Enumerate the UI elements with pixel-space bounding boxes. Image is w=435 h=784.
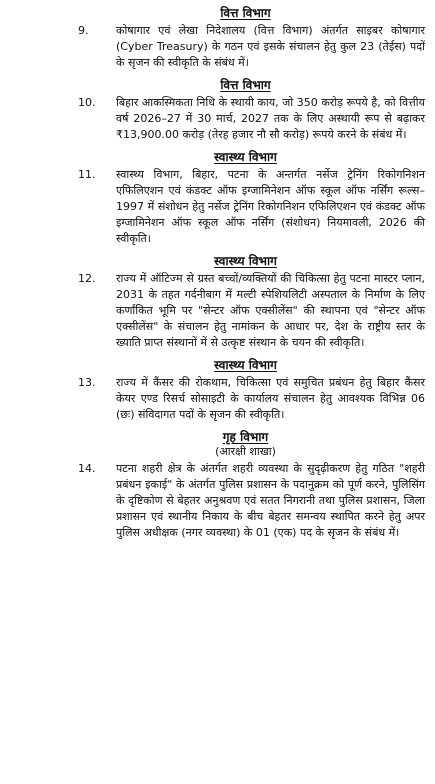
item-text: पटना शहरी क्षेत्र के अंतर्गत शहरी व्यवस्था के सुदृढ़ीकरण हेतु गठित "शहरी प्रबंधन इकाई" के अंतर्गत पुलिस प्रशासन के पदानुक्रम को पूर्ण करने, पुलिसिंग के दृष्टिकोण से बेहतर अनुश्रवण एवं सतत निगरानी तथा पुलिस प्रशासन, जिला प्रशासन एवं स्थानीय निकाय के बीच बेहतर समन्वय स्थापित करने हेतु अपर पुलिस अधीक्षक (नगर व्यवस्था) के 01 (एक) पद के सृजन के संबंध में। — [116, 462, 425, 539]
item-number: 13. — [78, 376, 96, 389]
agenda-section-12 — [6, 254, 425, 351]
item-text: कोषागार एवं लेखा निदेशालय (वित्त विभाग) अंतर्गत साइबर कोषागार (Cyber Treasury) के गठन एवं इसके संचालन हेतु कुल 23 (तेईस) पदों के सृजन की स्वीकृति के संबंध में। — [116, 24, 425, 69]
department-heading: स्वास्थ्य विभाग — [214, 254, 277, 268]
item-number: 14. — [78, 462, 96, 475]
agenda-section-11 — [6, 150, 425, 247]
item-text: बिहार आकस्मिकता निधि के स्थायी काय, जो 350 करोड़ रूपये है, को वित्तीय वर्ष 2026–27 में 30 मार्च, 2027 तक के लिए अस्थायी रूप से बढ़ाकर ₹13,900.00 करोड़ (तेरह हजार नौ सौ करोड़) रूपये करने के संबंध में। — [116, 96, 425, 141]
department-heading: गृह विभाग — [222, 430, 269, 444]
agenda-item — [6, 271, 425, 351]
agenda-item — [6, 375, 425, 423]
item-text: स्वास्थ्य विभाग, बिहार, पटना के अन्तर्गत नर्सेज ट्रेनिंग रिकोगनिशन एफिलिएशन एवं कंडक्ट ऑफ इग्जामिनेशन ऑफ स्कूल ऑफ नर्सिंग रूल्स–1997 में संशोधन हेतु नर्सेज ट्रेनिंग रिकोगनिशन एफिलिएशन एवं कंडक्ट ऑफ इग्जामिनेशन ऑफ स्कूल ऑफ नर्सिंग (संशोधन) नियमावली, 2026 की स्वीकृति। — [116, 168, 425, 245]
branch-subheading: (आरक्षी शाखा) — [215, 445, 276, 458]
item-text: राज्य में ऑटिज्म से ग्रस्त बच्चों/व्यक्तियों की चिकित्सा हेतु पटना मास्टर प्लान, 2031 के तहत गर्दनीबाग में मल्टी स्पेशियलिटी अस्पताल के निर्माण के लिए कर्णांकित भूमि पर "सेन्टर ऑफ एक्सीलेंस" की स्थापना एवं "सेन्टर ऑफ एक्सीलेंस" के संचालन हेतु नामांकन के आधार पर, देश के राष्ट्रीय स्तर के ख्याति प्राप्त संस्थानों में से उत्कृष्ट संस्थान के चयन की स्वीकृति। — [116, 272, 425, 349]
department-heading: वित्त विभाग — [220, 6, 271, 20]
item-number: 12. — [78, 272, 96, 285]
agenda-section-14 — [6, 430, 425, 541]
item-text: राज्य में कैंसर की रोकथाम, चिकित्सा एवं समुचित प्रबंधन हेतु बिहार कैंसर केयर एण्ड रिसर्च सोसाइटी के कार्यालय संचालन हेतु आवश्यक विभिन्न 06 (छः) संविदागत पदों के सृजन की स्वीकृति। — [116, 376, 425, 421]
agenda-section-10 — [6, 78, 425, 143]
agenda-item — [6, 95, 425, 143]
department-heading: वित्त विभाग — [220, 78, 271, 92]
item-number: 9. — [78, 24, 89, 37]
agenda-item — [6, 167, 425, 247]
agenda-item — [6, 23, 425, 71]
department-heading: स्वास्थ्य विभाग — [214, 150, 277, 164]
item-number: 10. — [78, 96, 96, 109]
agenda-item — [6, 461, 425, 541]
item-number: 11. — [78, 168, 96, 181]
agenda-section-13 — [6, 358, 425, 423]
department-heading: स्वास्थ्य विभाग — [214, 358, 277, 372]
agenda-section-9 — [6, 6, 425, 71]
